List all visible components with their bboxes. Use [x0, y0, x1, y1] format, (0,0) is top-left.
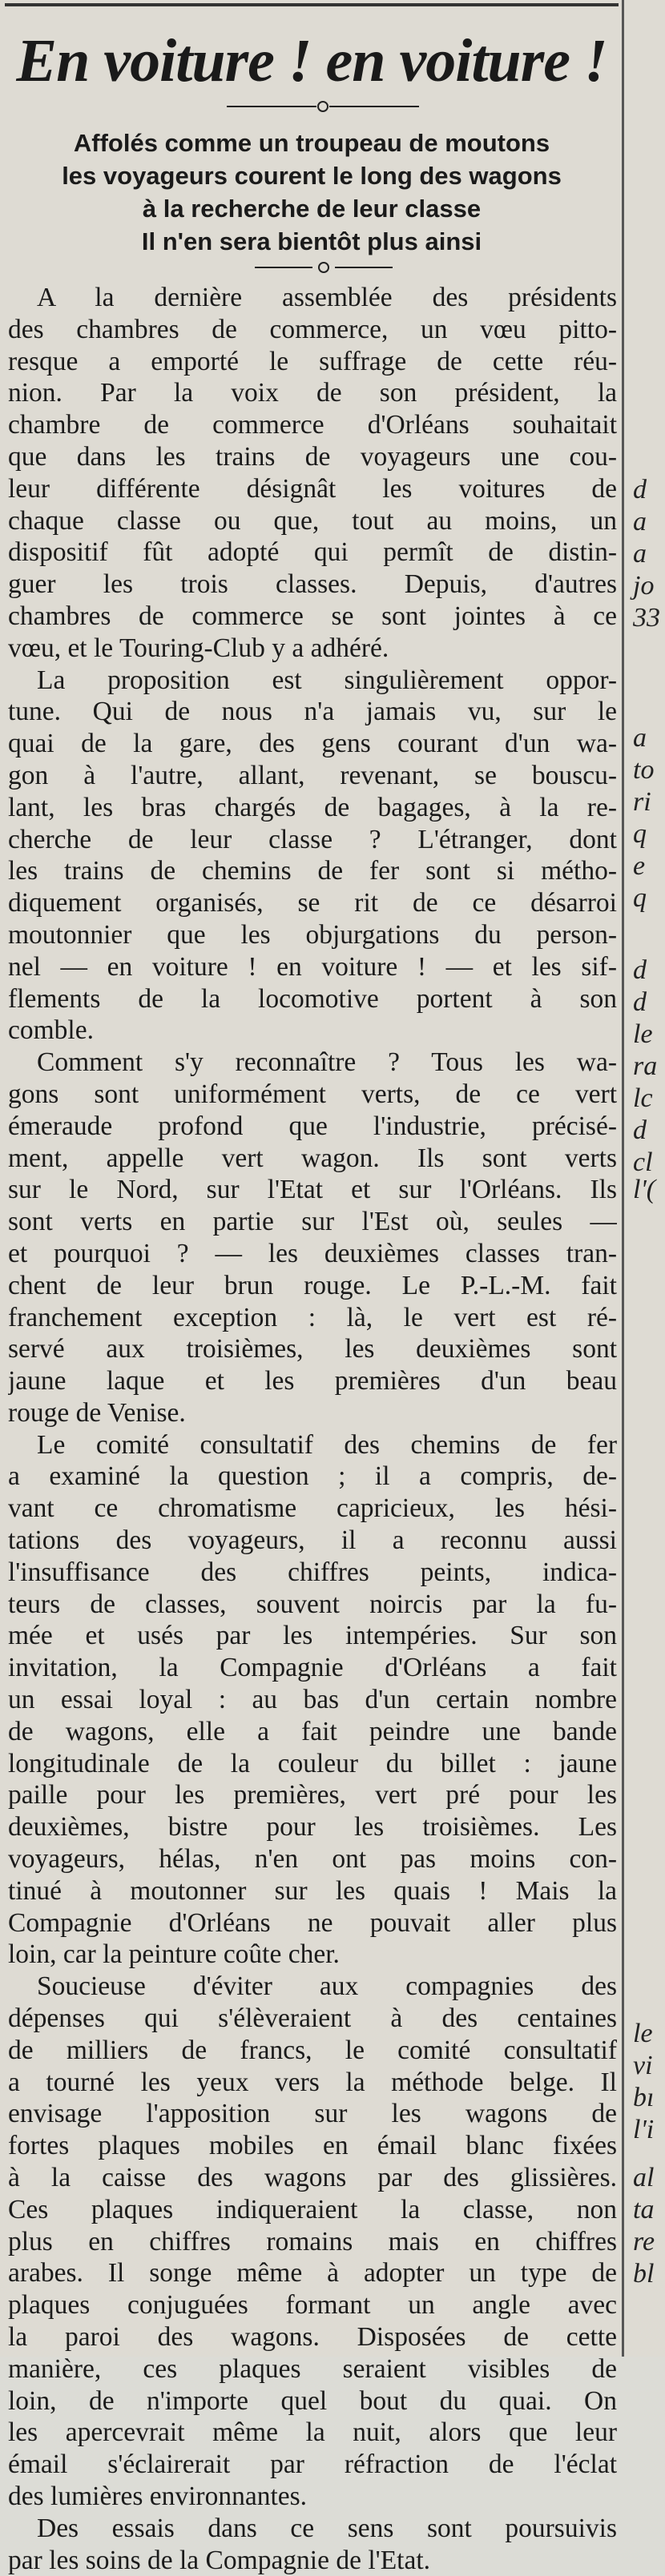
fragment-text: al	[633, 2163, 655, 2192]
text-line: quai de la gare, des gens courant d'un wa-	[8, 729, 617, 759]
text-line: A la dernière assemblée des présidents	[37, 283, 617, 312]
text-line: diquement organisés, se rit de ce désarroi	[8, 888, 617, 918]
text-line: invitation, la Compagnie d'Orléans a fait	[8, 1653, 617, 1683]
text-line: envisage l'apposition sur les wagons de	[8, 2099, 617, 2129]
text-line: Comment s'y reconnaître ? Tous les wa-	[37, 1047, 617, 1078]
text-line: Le comité consultatif des chemins de fer	[37, 1429, 617, 1460]
fragment-text: 33	[633, 603, 660, 633]
text-line: émeraude profond que l'industrie, précisé-	[8, 1111, 617, 1141]
fragment-text: le	[633, 1019, 653, 1049]
text-line: loin, car la peinture coûte cher.	[8, 1939, 340, 1970]
text-line: gons sont uniformément verts, de ce vert	[8, 1079, 617, 1109]
fragment-text: a	[633, 723, 647, 753]
fragment-text: lc	[633, 1083, 653, 1113]
text-line: deuxièmes, bistre pour les troisièmes. Les	[8, 1812, 617, 1843]
text-line: servé aux troisièmes, les deuxièmes sont	[8, 1334, 617, 1364]
text-line: moutonnier que les objurgations du person-	[8, 919, 617, 950]
text-line: nel — en voiture ! en voiture ! — et les sif-	[8, 951, 617, 982]
fragment-text: d	[633, 987, 647, 1017]
fragment-text: l'i	[633, 2115, 655, 2144]
fragment-text: l'(	[633, 1175, 656, 1204]
text-line: l'insuffisance des chiffres peints, indica-	[8, 1557, 617, 1587]
text-line: paille pour les premières, vert pré pour les	[8, 1780, 617, 1810]
fragment-block6	[633, 2162, 655, 2290]
deck-line-1: Affolés comme un troupeau de moutons	[73, 129, 550, 157]
text-line: rouge de Venise.	[8, 1397, 186, 1428]
fragment-text: bl	[633, 2259, 655, 2289]
fragment-text: a	[633, 539, 647, 569]
text-line: que dans les trains de voyageurs une cou-	[8, 441, 617, 472]
text-line: et pourquoi ? — les deuxièmes classes tran-	[8, 1238, 617, 1268]
text-line: par les soins de la Compagnie de l'Etat.	[8, 2545, 431, 2575]
text-line: resque a emporté le suffrage de cette réu-	[8, 346, 617, 376]
text-line: les trains de chemins de fer sont si métho-	[8, 856, 617, 886]
paragraph-1	[8, 282, 617, 665]
text-line: La proposition est singulièrement oppor-	[37, 665, 617, 695]
paragraph-2	[8, 665, 617, 1047]
text-line: voyageurs, hélas, n'en ont pas moins con-	[8, 1844, 617, 1875]
text-line: vœu, et le Touring-Club y a adhéré.	[8, 633, 389, 663]
paragraph-5	[8, 1971, 617, 2513]
fragment-text: le	[633, 2019, 653, 2048]
deck-line-3: à la recherche de leur classe	[142, 195, 482, 223]
fragment-text: d	[633, 1115, 647, 1145]
paragraph-4	[8, 1429, 617, 1971]
fragment-text: cl	[633, 1147, 653, 1177]
text-line: Compagnie d'Orléans ne pouvait aller plus	[8, 1907, 617, 1938]
fragment-block3	[633, 954, 657, 1179]
fragment-text: q	[633, 819, 647, 849]
text-line: sont verts en partie sur l'Est où, seules —	[8, 1207, 617, 1237]
article-body	[8, 282, 617, 2576]
text-line: vant ce chromatisme capricieux, les hési-	[8, 1493, 617, 1524]
text-line: manière, ces plaques seraient visibles de	[8, 2353, 617, 2384]
column-divider	[622, 0, 624, 2357]
text-line: Soucieuse d'éviter aux compagnies des	[37, 1971, 617, 2002]
text-line: la paroi des wagons. Disposées de cette	[8, 2322, 617, 2352]
text-line: plaques conjuguées formant un angle avec	[8, 2290, 617, 2321]
text-line: ment, appelle vert wagon. Ils sont verts	[8, 1143, 617, 1173]
text-line: cherche de leur classe ? L'étranger, dont	[8, 824, 617, 854]
text-line: chent de leur brun rouge. Le P.-L.-M. fait	[8, 1270, 617, 1300]
text-line: jaune laque et les premières d'un beau	[8, 1366, 617, 1397]
text-line: arabes. Il songe même à adopter un type de	[8, 2258, 617, 2289]
text-line: émail s'éclairerait par réfraction de l'éclat	[8, 2449, 617, 2480]
text-line: longitudinale de la couleur du billet : jaune	[8, 1748, 617, 1778]
text-line: a tourné les yeux vers la méthode belge. Il	[8, 2067, 617, 2097]
text-line: des lumières environnantes.	[8, 2481, 308, 2511]
text-line: de milliers de francs, le comité consultatif	[8, 2035, 617, 2065]
fragment-text: ra	[633, 1051, 658, 1081]
fragment-text: re	[633, 2227, 655, 2257]
text-line: lant, les bras chargés de bagages, à la re-	[8, 792, 617, 822]
text-line: dispositif fût adopté qui permît de distin-	[8, 537, 617, 568]
text-line: un essai loyal : au bas d'un certain nombre	[8, 1685, 617, 1715]
fragment-text: e	[633, 851, 646, 881]
fragment-text: bı	[633, 2083, 655, 2112]
text-line: franchement exception : là, le vert est ré-	[8, 1302, 617, 1332]
text-line: chaque classe ou que, tout au moins, un	[8, 505, 617, 536]
fragment-block2	[633, 722, 654, 914]
text-line: des chambres de commerce, un vœu pitto-	[8, 314, 617, 344]
fragment-text: a	[633, 507, 647, 536]
text-line: chambres de commerce se sont jointes à ce	[8, 601, 617, 631]
text-line: à la caisse des wagons par des glissières.	[8, 2163, 617, 2193]
text-line: leur différente désignât les voitures de	[8, 473, 617, 504]
deck-line-4: Il n'en sera bientôt plus ainsi	[141, 227, 482, 255]
fragment-text: d	[633, 475, 647, 504]
fragment-block1	[633, 474, 660, 634]
fragment-text: ri	[633, 787, 651, 817]
text-line: nion. Par la voix de son président, la	[8, 378, 617, 408]
fragment-block4	[633, 1174, 655, 1206]
text-line: de wagons, elle a fait peindre une bande	[8, 1716, 617, 1746]
text-line: tations des voyageurs, il a reconnu aussi	[8, 1525, 617, 1556]
text-line: plus en chiffres romains mais en chiffres	[8, 2226, 617, 2257]
text-line: comble.	[8, 1015, 94, 1046]
text-line: dépenses qui s'élèveraient à des centaines	[8, 2003, 617, 2034]
paragraph-3	[8, 1047, 617, 1429]
text-line: tinué à moutonner sur les quais ! Mais la	[8, 1875, 617, 1906]
text-line: tune. Qui de nous n'a jamais vu, sur le	[8, 697, 617, 727]
fragment-text: to	[633, 755, 655, 785]
text-line: loin, de n'importe quel bout du quai. On	[8, 2385, 617, 2416]
text-line: teurs de classes, souvent noircis par la fu-	[8, 1589, 617, 1619]
text-line: a examiné la question ; il a compris, de-	[8, 1461, 617, 1492]
text-line: les apercevrait même la nuit, alors que leur	[8, 2417, 617, 2448]
text-line: gon à l'autre, allant, revenant, se bouscu-	[8, 760, 617, 790]
text-line: fortes plaques mobiles en émail blanc fixées	[8, 2131, 617, 2161]
text-line: guer les trois classes. Depuis, d'autres	[8, 569, 617, 600]
text-line: Ces plaques indiqueraient la classe, non	[8, 2194, 617, 2224]
fragment-text: vi	[633, 2051, 653, 2080]
fragment-block5	[633, 2018, 654, 2146]
top-rule	[5, 3, 619, 6]
text-line: sur le Nord, sur l'Etat et sur l'Orléans. Ils	[8, 1175, 617, 1205]
text-line: mée et usés par les intempéries. Sur son	[8, 1621, 617, 1651]
fragment-text: d	[633, 955, 647, 985]
fragment-text: jo	[633, 571, 655, 601]
text-line: Des essais dans ce sens sont poursuivis	[37, 2513, 617, 2543]
deck-line-2: les voyageurs courent le long des wagons	[62, 162, 562, 190]
fragment-text: q	[633, 883, 647, 913]
text-line: chambre de commerce d'Orléans souhaitait	[8, 410, 617, 440]
article-title: En voiture ! en voiture !	[16, 27, 607, 94]
paragraph-6	[8, 2513, 617, 2576]
fragment-text: ta	[633, 2195, 655, 2224]
text-line: flements de la locomotive portent à son	[8, 983, 617, 1014]
